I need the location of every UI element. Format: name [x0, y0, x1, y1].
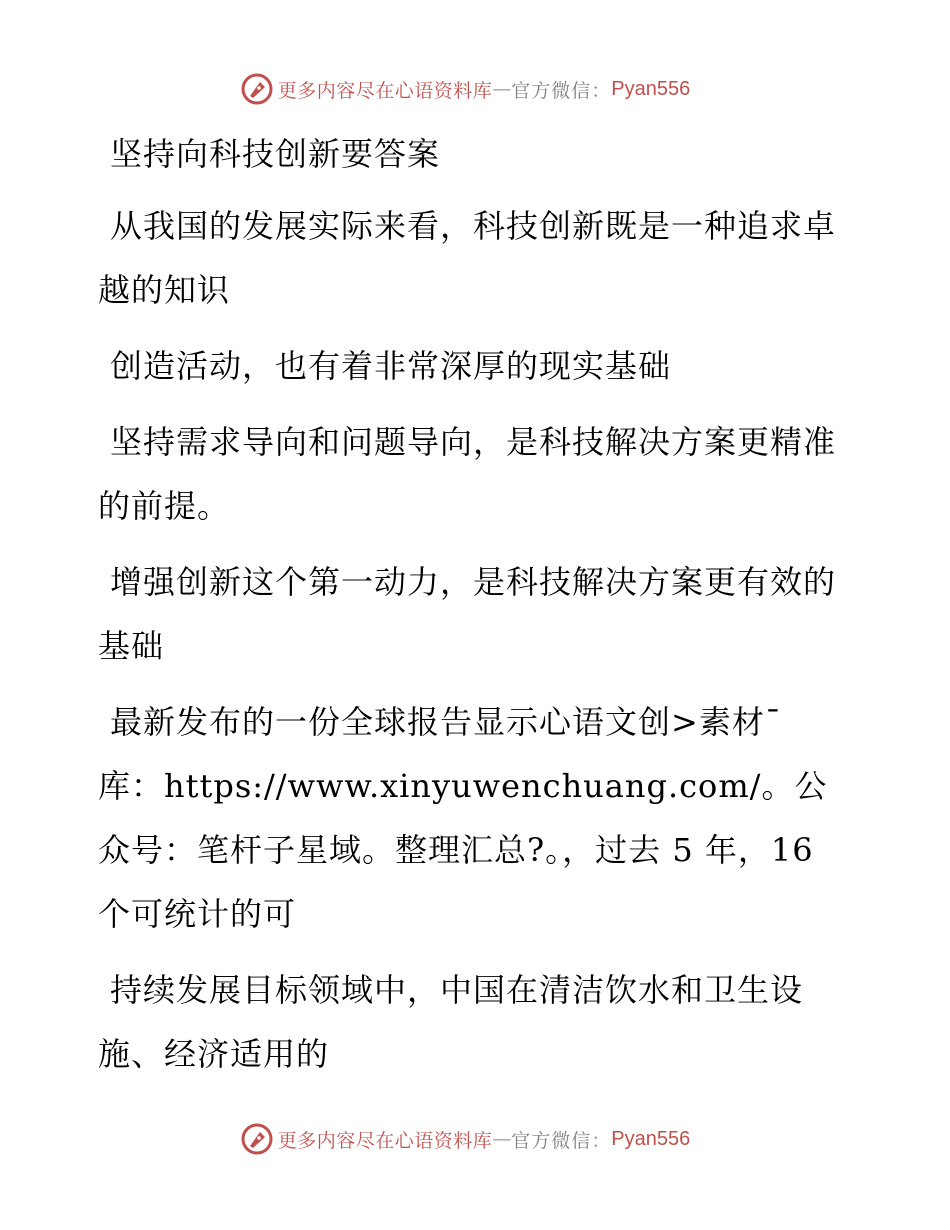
paragraph-2: 从我国的发展实际来看，科技创新既是一种追求卓越的知识	[98, 207, 837, 309]
watermark-id: Pyan556	[611, 1127, 691, 1150]
watermark-main-text: 更多内容尽在心语资料库	[277, 1129, 493, 1152]
footer-watermark	[0, 1122, 950, 1156]
watermark-main-text: 更多内容尽在心语资料库	[277, 79, 493, 102]
paragraph-7: 持续发展目标领域中，中国在清洁饮水和卫生设施、经济适用的	[98, 971, 804, 1073]
watermark-sub-text: 官方微信：	[511, 79, 612, 102]
paragraph-3: 创造活动，也有着非常深厚的现实基础	[110, 347, 672, 385]
paragraph-5: 增强创新这个第一动力，是科技解决方案更有效的基础	[98, 563, 837, 665]
paragraph-4: 坚持需求导向和问题导向，是科技解决方案更精准的前提。	[98, 423, 837, 525]
document-body	[98, 122, 838, 1098]
watermark-dash: —	[492, 1128, 512, 1150]
header-watermark	[0, 72, 950, 106]
pen-nib-logo-icon	[240, 1122, 274, 1156]
watermark-dash: —	[492, 78, 512, 100]
paragraph-6: 最新发布的一份全球报告显示心语文创>素材¯库：https://www.xinyuwenchuang.com/。公众号：笔杆子星域。整理汇总?。，过去 5 年，16 个可统计的可	[98, 703, 828, 933]
watermark-sub-text: 官方微信：	[511, 1129, 612, 1152]
pen-nib-logo-icon	[240, 72, 274, 106]
paragraph-1: 坚持向科技创新要答案	[110, 135, 441, 173]
watermark-id: Pyan556	[611, 77, 691, 100]
